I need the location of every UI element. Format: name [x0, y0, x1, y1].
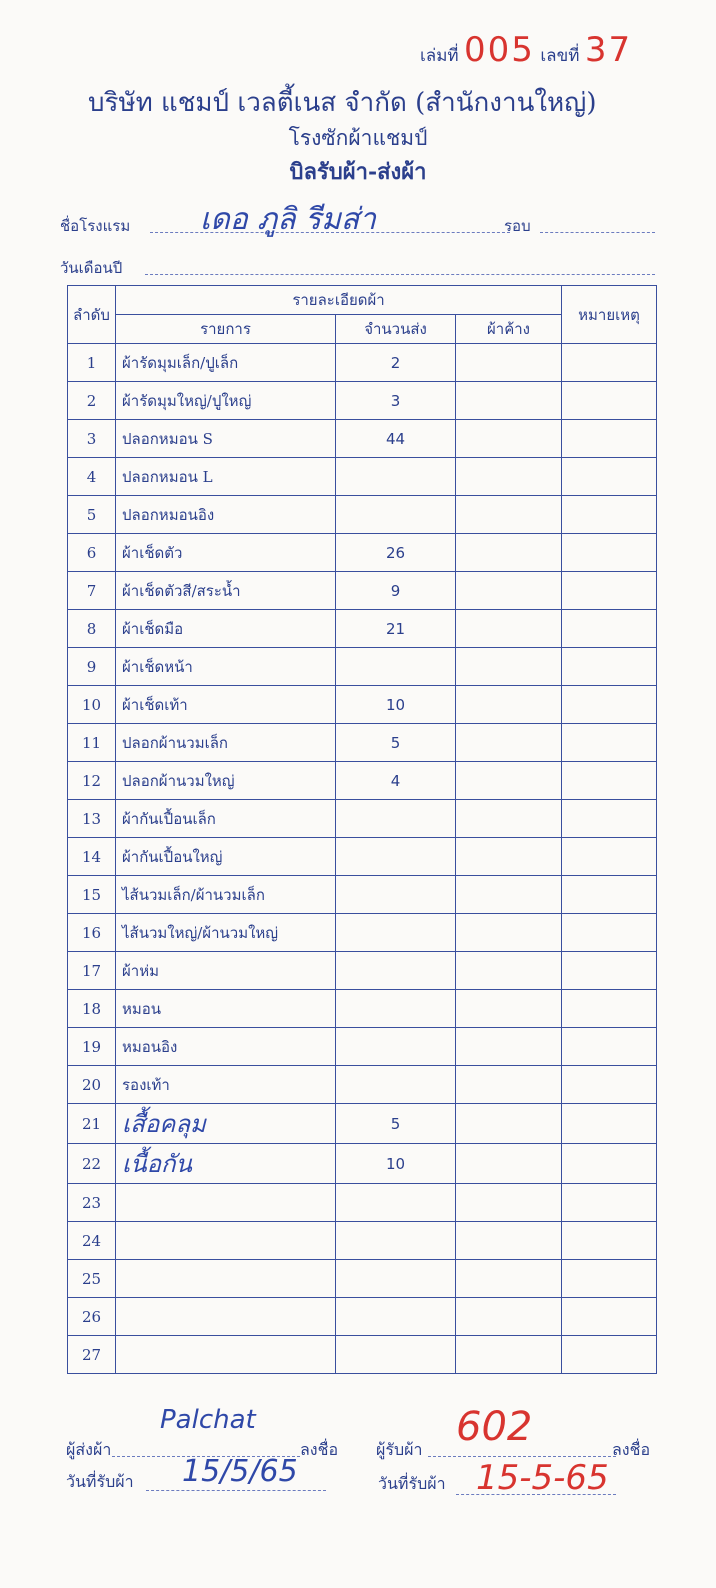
row-owed: [456, 458, 562, 496]
table-row: [68, 1104, 657, 1144]
row-quantity-sent: 26: [336, 534, 456, 572]
row-number: 18: [68, 990, 116, 1028]
row-owed: [456, 914, 562, 952]
col-owed-header: ผ้าค้าง: [456, 315, 562, 344]
book-number-line: [420, 30, 632, 70]
row-owed: [456, 838, 562, 876]
row-number: 4: [68, 458, 116, 496]
date-label: วันเดือนปี: [60, 259, 123, 277]
row-note: [562, 838, 657, 876]
row-owed: [456, 876, 562, 914]
row-item-name: [116, 1336, 336, 1374]
row-note: [562, 1222, 657, 1260]
row-number: 7: [68, 572, 116, 610]
row-number: 23: [68, 1184, 116, 1222]
receiver-signature: 602: [456, 1404, 533, 1450]
row-owed: [456, 800, 562, 838]
row-note: [562, 1066, 657, 1104]
hotel-label: ชื่อโรงแรม: [60, 217, 131, 235]
row-note: [562, 724, 657, 762]
table-row: [68, 458, 657, 496]
plant-name: โรงซักผ้าแชมป์: [288, 126, 428, 150]
row-quantity-sent: [336, 1066, 456, 1104]
row-quantity-sent: 4: [336, 762, 456, 800]
date-line: [145, 274, 655, 275]
table-row: [68, 762, 657, 800]
table-row: [68, 952, 657, 990]
sign-label-2: ลงชื่อ: [612, 1440, 651, 1459]
row-quantity-sent: [336, 800, 456, 838]
row-owed: [456, 648, 562, 686]
row-owed: [456, 724, 562, 762]
row-number: 26: [68, 1298, 116, 1336]
row-owed: [456, 382, 562, 420]
table-row: [68, 1184, 657, 1222]
row-note: [562, 990, 657, 1028]
sender-signature: Palchat: [160, 1405, 256, 1435]
row-note: [562, 1104, 657, 1144]
row-quantity-sent: 5: [336, 1104, 456, 1144]
row-number: 12: [68, 762, 116, 800]
row-quantity-sent: [336, 1028, 456, 1066]
row-note: [562, 1028, 657, 1066]
row-item-name: ปลอกหมอน S: [116, 420, 336, 458]
row-note: [562, 572, 657, 610]
row-note: [562, 1184, 657, 1222]
row-item-name: หมอน: [116, 990, 336, 1028]
row-item-name: ผ้าเช็ดมือ: [116, 610, 336, 648]
row-owed: [456, 1104, 562, 1144]
row-owed: [456, 1144, 562, 1184]
row-number: 6: [68, 534, 116, 572]
col-qty-header: จำนวนส่ง: [336, 315, 456, 344]
row-owed: [456, 496, 562, 534]
row-note: [562, 1260, 657, 1298]
row-note: [562, 1336, 657, 1374]
row-owed: [456, 990, 562, 1028]
row-item-name: รองเท้า: [116, 1066, 336, 1104]
row-note: [562, 1144, 657, 1184]
row-item-name: เสื้อคลุม: [116, 1104, 336, 1144]
row-item-name: ผ้ากันเปื้อนเล็ก: [116, 800, 336, 838]
row-quantity-sent: [336, 1260, 456, 1298]
company-name: บริษัท แชมป์ เวลตี้เนส จำกัด (สำนักงานใหญ่): [88, 88, 597, 118]
col-note-header: หมายเหตุ: [562, 286, 657, 344]
row-item-name: ผ้าห่ม: [116, 952, 336, 990]
row-number: 17: [68, 952, 116, 990]
table-row: [68, 724, 657, 762]
row-owed: [456, 420, 562, 458]
row-quantity-sent: 10: [336, 1144, 456, 1184]
received-date-line-1: [146, 1490, 326, 1491]
row-owed: [456, 534, 562, 572]
row-note: [562, 382, 657, 420]
row-quantity-sent: 3: [336, 382, 456, 420]
row-item-name: ปลอกผ้านวมใหญ่: [116, 762, 336, 800]
received-date-label-2: วันที่รับผ้า: [378, 1474, 446, 1493]
row-number: 2: [68, 382, 116, 420]
row-owed: [456, 762, 562, 800]
table-row: [68, 800, 657, 838]
row-note: [562, 914, 657, 952]
book-number: 005: [464, 30, 535, 70]
sender-label: ผู้ส่งผ้า: [66, 1440, 112, 1459]
row-number: 1: [68, 344, 116, 382]
table-row: [68, 914, 657, 952]
row-item-name: ผ้ารัดมุมเล็ก/ปูเล็ก: [116, 344, 336, 382]
row-quantity-sent: [336, 1336, 456, 1374]
table-row: [68, 1028, 657, 1066]
row-number: 21: [68, 1104, 116, 1144]
col-details-header: รายละเอียดผ้า: [116, 286, 562, 315]
row-number: 3: [68, 420, 116, 458]
row-item-name: ปลอกผ้านวมเล็ก: [116, 724, 336, 762]
row-number: 19: [68, 1028, 116, 1066]
row-number: 20: [68, 1066, 116, 1104]
row-quantity-sent: 44: [336, 420, 456, 458]
row-owed: [456, 572, 562, 610]
row-owed: [456, 686, 562, 724]
table-row: [68, 420, 657, 458]
row-note: [562, 800, 657, 838]
bill-title: บิลรับผ้า-ส่งผ้า: [289, 159, 427, 185]
receiver-label: ผู้รับผ้า: [376, 1440, 423, 1459]
row-number: 16: [68, 914, 116, 952]
row-item-name: ปลอกหมอนอิง: [116, 496, 336, 534]
row-number: 9: [68, 648, 116, 686]
table-row: [68, 990, 657, 1028]
row-quantity-sent: 9: [336, 572, 456, 610]
row-note: [562, 420, 657, 458]
table-row: [68, 838, 657, 876]
row-number: 14: [68, 838, 116, 876]
table-row: [68, 344, 657, 382]
row-quantity-sent: 21: [336, 610, 456, 648]
row-owed: [456, 1184, 562, 1222]
row-quantity-sent: [336, 914, 456, 952]
row-number: 11: [68, 724, 116, 762]
row-note: [562, 1298, 657, 1336]
row-quantity-sent: 5: [336, 724, 456, 762]
received-date-2: 15-5-65: [476, 1458, 609, 1498]
table-row: [68, 534, 657, 572]
row-owed: [456, 1066, 562, 1104]
row-note: [562, 686, 657, 724]
row-quantity-sent: [336, 1298, 456, 1336]
row-note: [562, 762, 657, 800]
row-item-name: ผ้ากันเปื้อนใหญ่: [116, 838, 336, 876]
row-item-name: ผ้าเช็ดตัวสี/สระน้ำ: [116, 572, 336, 610]
row-number: 10: [68, 686, 116, 724]
row-owed: [456, 1260, 562, 1298]
received-date-label-1: วันที่รับผ้า: [66, 1472, 134, 1491]
row-item-name: เนื้อกัน: [116, 1144, 336, 1184]
row-number: 8: [68, 610, 116, 648]
hotel-name: เดอ ภูลิ รีมส่า: [200, 202, 377, 237]
row-item-name: ผ้าเช็ดหน้า: [116, 648, 336, 686]
row-owed: [456, 344, 562, 382]
number-label: เลขที่: [540, 46, 580, 66]
row-item-name: หมอนอิง: [116, 1028, 336, 1066]
row-item-name: ปลอกหมอน L: [116, 458, 336, 496]
row-owed: [456, 952, 562, 990]
row-quantity-sent: [336, 458, 456, 496]
received-date-1: 15/5/65: [182, 1454, 298, 1489]
row-note: [562, 648, 657, 686]
row-note: [562, 496, 657, 534]
row-owed: [456, 1028, 562, 1066]
row-item-name: ผ้าเช็ดเท้า: [116, 686, 336, 724]
row-item-name: ไส้นวมใหญ่/ผ้านวมใหญ่: [116, 914, 336, 952]
table-row: [68, 572, 657, 610]
row-item-name: ผ้ารัดมุมใหญ่/ปูใหญ่: [116, 382, 336, 420]
table-row: [68, 496, 657, 534]
receiver-line: [428, 1456, 616, 1457]
row-item-name: [116, 1260, 336, 1298]
doc-number: 37: [584, 30, 633, 70]
row-item-name: [116, 1184, 336, 1222]
row-note: [562, 876, 657, 914]
table-row: [68, 686, 657, 724]
table-row: [68, 1144, 657, 1184]
row-quantity-sent: [336, 1184, 456, 1222]
row-quantity-sent: [336, 648, 456, 686]
row-owed: [456, 1298, 562, 1336]
row-number: 27: [68, 1336, 116, 1374]
row-note: [562, 534, 657, 572]
row-quantity-sent: [336, 496, 456, 534]
table-row: [68, 876, 657, 914]
row-number: 5: [68, 496, 116, 534]
table-row: [68, 648, 657, 686]
row-note: [562, 458, 657, 496]
row-number: 15: [68, 876, 116, 914]
row-number: 25: [68, 1260, 116, 1298]
row-note: [562, 610, 657, 648]
row-quantity-sent: 10: [336, 686, 456, 724]
row-quantity-sent: [336, 990, 456, 1028]
table-row: [68, 382, 657, 420]
row-quantity-sent: 2: [336, 344, 456, 382]
table-row: [68, 1222, 657, 1260]
row-item-name: [116, 1222, 336, 1260]
round-line: [540, 232, 655, 233]
row-note: [562, 952, 657, 990]
row-quantity-sent: [336, 876, 456, 914]
row-item-name: [116, 1298, 336, 1336]
table-row: [68, 1298, 657, 1336]
table-row: [68, 610, 657, 648]
row-item-name: ผ้าเช็ดตัว: [116, 534, 336, 572]
laundry-table: [67, 285, 657, 1374]
row-quantity-sent: [336, 1222, 456, 1260]
book-label: เล่มที่: [420, 46, 459, 66]
row-owed: [456, 610, 562, 648]
row-number: 22: [68, 1144, 116, 1184]
table-row: [68, 1066, 657, 1104]
table-row: [68, 1336, 657, 1374]
row-number: 24: [68, 1222, 116, 1260]
row-quantity-sent: [336, 952, 456, 990]
row-owed: [456, 1336, 562, 1374]
row-owed: [456, 1222, 562, 1260]
row-number: 13: [68, 800, 116, 838]
table-row: [68, 1260, 657, 1298]
col-item-header: รายการ: [116, 315, 336, 344]
round-label: รอบ: [504, 217, 531, 235]
sign-label-1: ลงชื่อ: [300, 1440, 339, 1459]
row-note: [562, 344, 657, 382]
row-item-name: ไส้นวมเล็ก/ผ้านวมเล็ก: [116, 876, 336, 914]
row-quantity-sent: [336, 838, 456, 876]
col-no-header: ลำดับ: [68, 286, 116, 344]
